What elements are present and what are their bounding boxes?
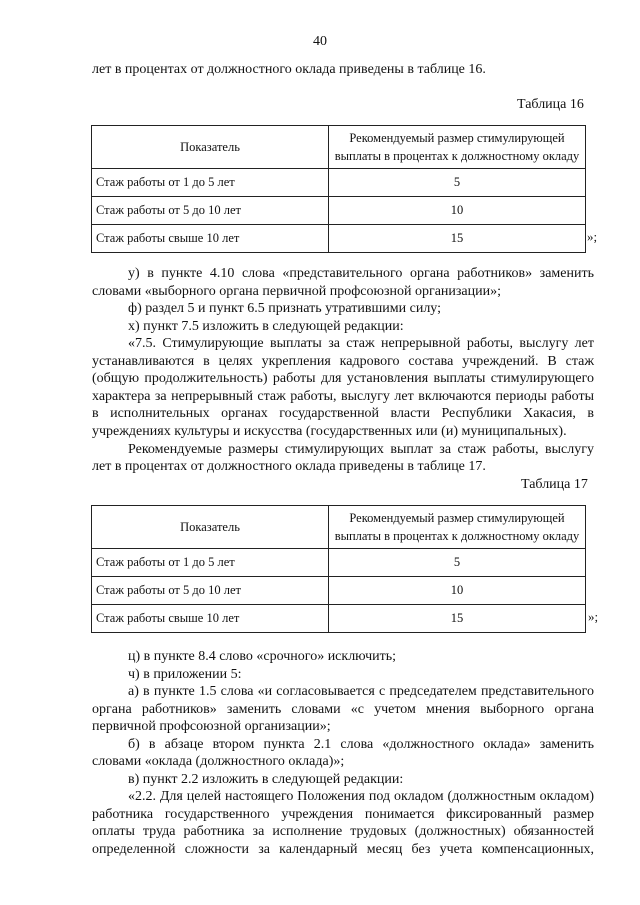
paragraph-line: учреждениях культуры и искусства (государственных или (и) муниципальных).: [92, 424, 567, 439]
table-16: [91, 125, 586, 253]
paragraph-line: «7.5. Стимулирующие выплаты за стаж непрерывной работы, выслугу лет: [128, 336, 594, 351]
paragraph-line: в исполнительных органах государственной власти Республики Хакасия, в: [92, 406, 594, 421]
paragraph-line: первичной профсоюзной организации»;: [92, 719, 331, 734]
paragraph-line: в) пункт 2.2 изложить в следующей редакции:: [128, 772, 404, 787]
paragraph-line: словами «оклада (должностного оклада)»;: [92, 754, 345, 769]
table-16-caption: Таблица 16: [517, 97, 584, 112]
table-17-closing-quote: »;: [588, 609, 599, 624]
paragraph-line: б) в абзаце втором пункта 2.1 слова «должностного оклада» заменить: [128, 737, 594, 752]
row-value: 15: [329, 225, 586, 253]
row-value: 10: [329, 577, 586, 605]
row-label: Стаж работы свыше 10 лет: [92, 225, 329, 253]
table-header-row: [92, 506, 586, 549]
header-recommended-size: [329, 126, 586, 169]
page-number: 40: [313, 34, 327, 49]
paragraph-line: словами «выборного органа первичной профсоюзной организации»;: [92, 284, 502, 299]
row-label: Стаж работы от 1 до 5 лет: [92, 549, 329, 577]
row-value: 5: [329, 549, 586, 577]
paragraph-line: ц) в пункте 8.4 слово «срочного» исключить;: [128, 649, 397, 664]
paragraph-line: характера за непрерывный стаж работы, выслугу лет включаются периоды работы: [92, 389, 594, 404]
header-line-2: выплаты в процентах к должностному окладу: [334, 529, 580, 543]
paragraph-line: у) в пункте 4.10 слова «представительного органа работников» заменить: [128, 266, 594, 281]
paragraph-line: «2.2. Для целей настоящего Положения под окладом (должностным окладом): [128, 789, 594, 804]
paragraph-line: Рекомендуемые размеры стимулирующих выплат за стаж работы, выслугу: [128, 442, 594, 457]
paragraph-line: ч) в приложении 5:: [128, 667, 242, 682]
row-value: 15: [329, 605, 586, 633]
paragraph-line: х) пункт 7.5 изложить в следующей редакции:: [128, 319, 404, 334]
paragraph-line: а) в пункте 1.5 слова «и согласовывается с председателем представительного: [128, 684, 594, 699]
paragraph-line: определенной сложности за календарный месяц без учета компенсационных,: [92, 842, 594, 857]
intro-line: лет в процентах от должностного оклада приведены в таблице 16.: [92, 62, 486, 77]
table-row: [92, 549, 586, 577]
row-label: Стаж работы свыше 10 лет: [92, 605, 329, 633]
header-recommended-size: [329, 506, 586, 549]
row-label: Стаж работы от 5 до 10 лет: [92, 197, 329, 225]
table-row: [92, 225, 586, 253]
header-line-1: Рекомендуемый размер стимулирующей: [349, 131, 565, 145]
row-value: 10: [329, 197, 586, 225]
header-line-2: выплаты в процентах к должностному окладу: [334, 149, 580, 163]
table-row: [92, 577, 586, 605]
header-indicator: Показатель: [92, 126, 329, 169]
row-label: Стаж работы от 5 до 10 лет: [92, 577, 329, 605]
paragraph-line: работника государственного учреждения понимается фиксированный размер: [92, 807, 594, 822]
table-16-closing-quote: »;: [587, 229, 598, 244]
header-line-1: Рекомендуемый размер стимулирующей: [349, 511, 565, 525]
table-17: [91, 505, 586, 633]
table-header-row: [92, 126, 586, 169]
row-label: Стаж работы от 1 до 5 лет: [92, 169, 329, 197]
table-row: [92, 605, 586, 633]
paragraph-line: устанавливаются в целях укрепления кадрового состава учреждений. В стаж: [92, 354, 594, 369]
header-indicator: Показатель: [92, 506, 329, 549]
table-row: [92, 197, 586, 225]
table-17-caption: Таблица 17: [521, 477, 588, 492]
paragraph-line: органа работников» заменить словами «с учетом мнения выборного органа: [92, 702, 594, 717]
row-value: 5: [329, 169, 586, 197]
paragraph-line: оплаты труда работника за исполнение трудовых (должностных) обязанностей: [92, 824, 594, 839]
paragraph-line: (общую продолжительность) работы для установления выплаты стимулирующего: [92, 371, 594, 386]
paragraph-line: ф) раздел 5 и пункт 6.5 признать утратившими силу;: [128, 301, 442, 316]
paragraph-line: лет в процентах от должностного оклада приведены в таблице 17.: [92, 459, 486, 474]
table-row: [92, 169, 586, 197]
